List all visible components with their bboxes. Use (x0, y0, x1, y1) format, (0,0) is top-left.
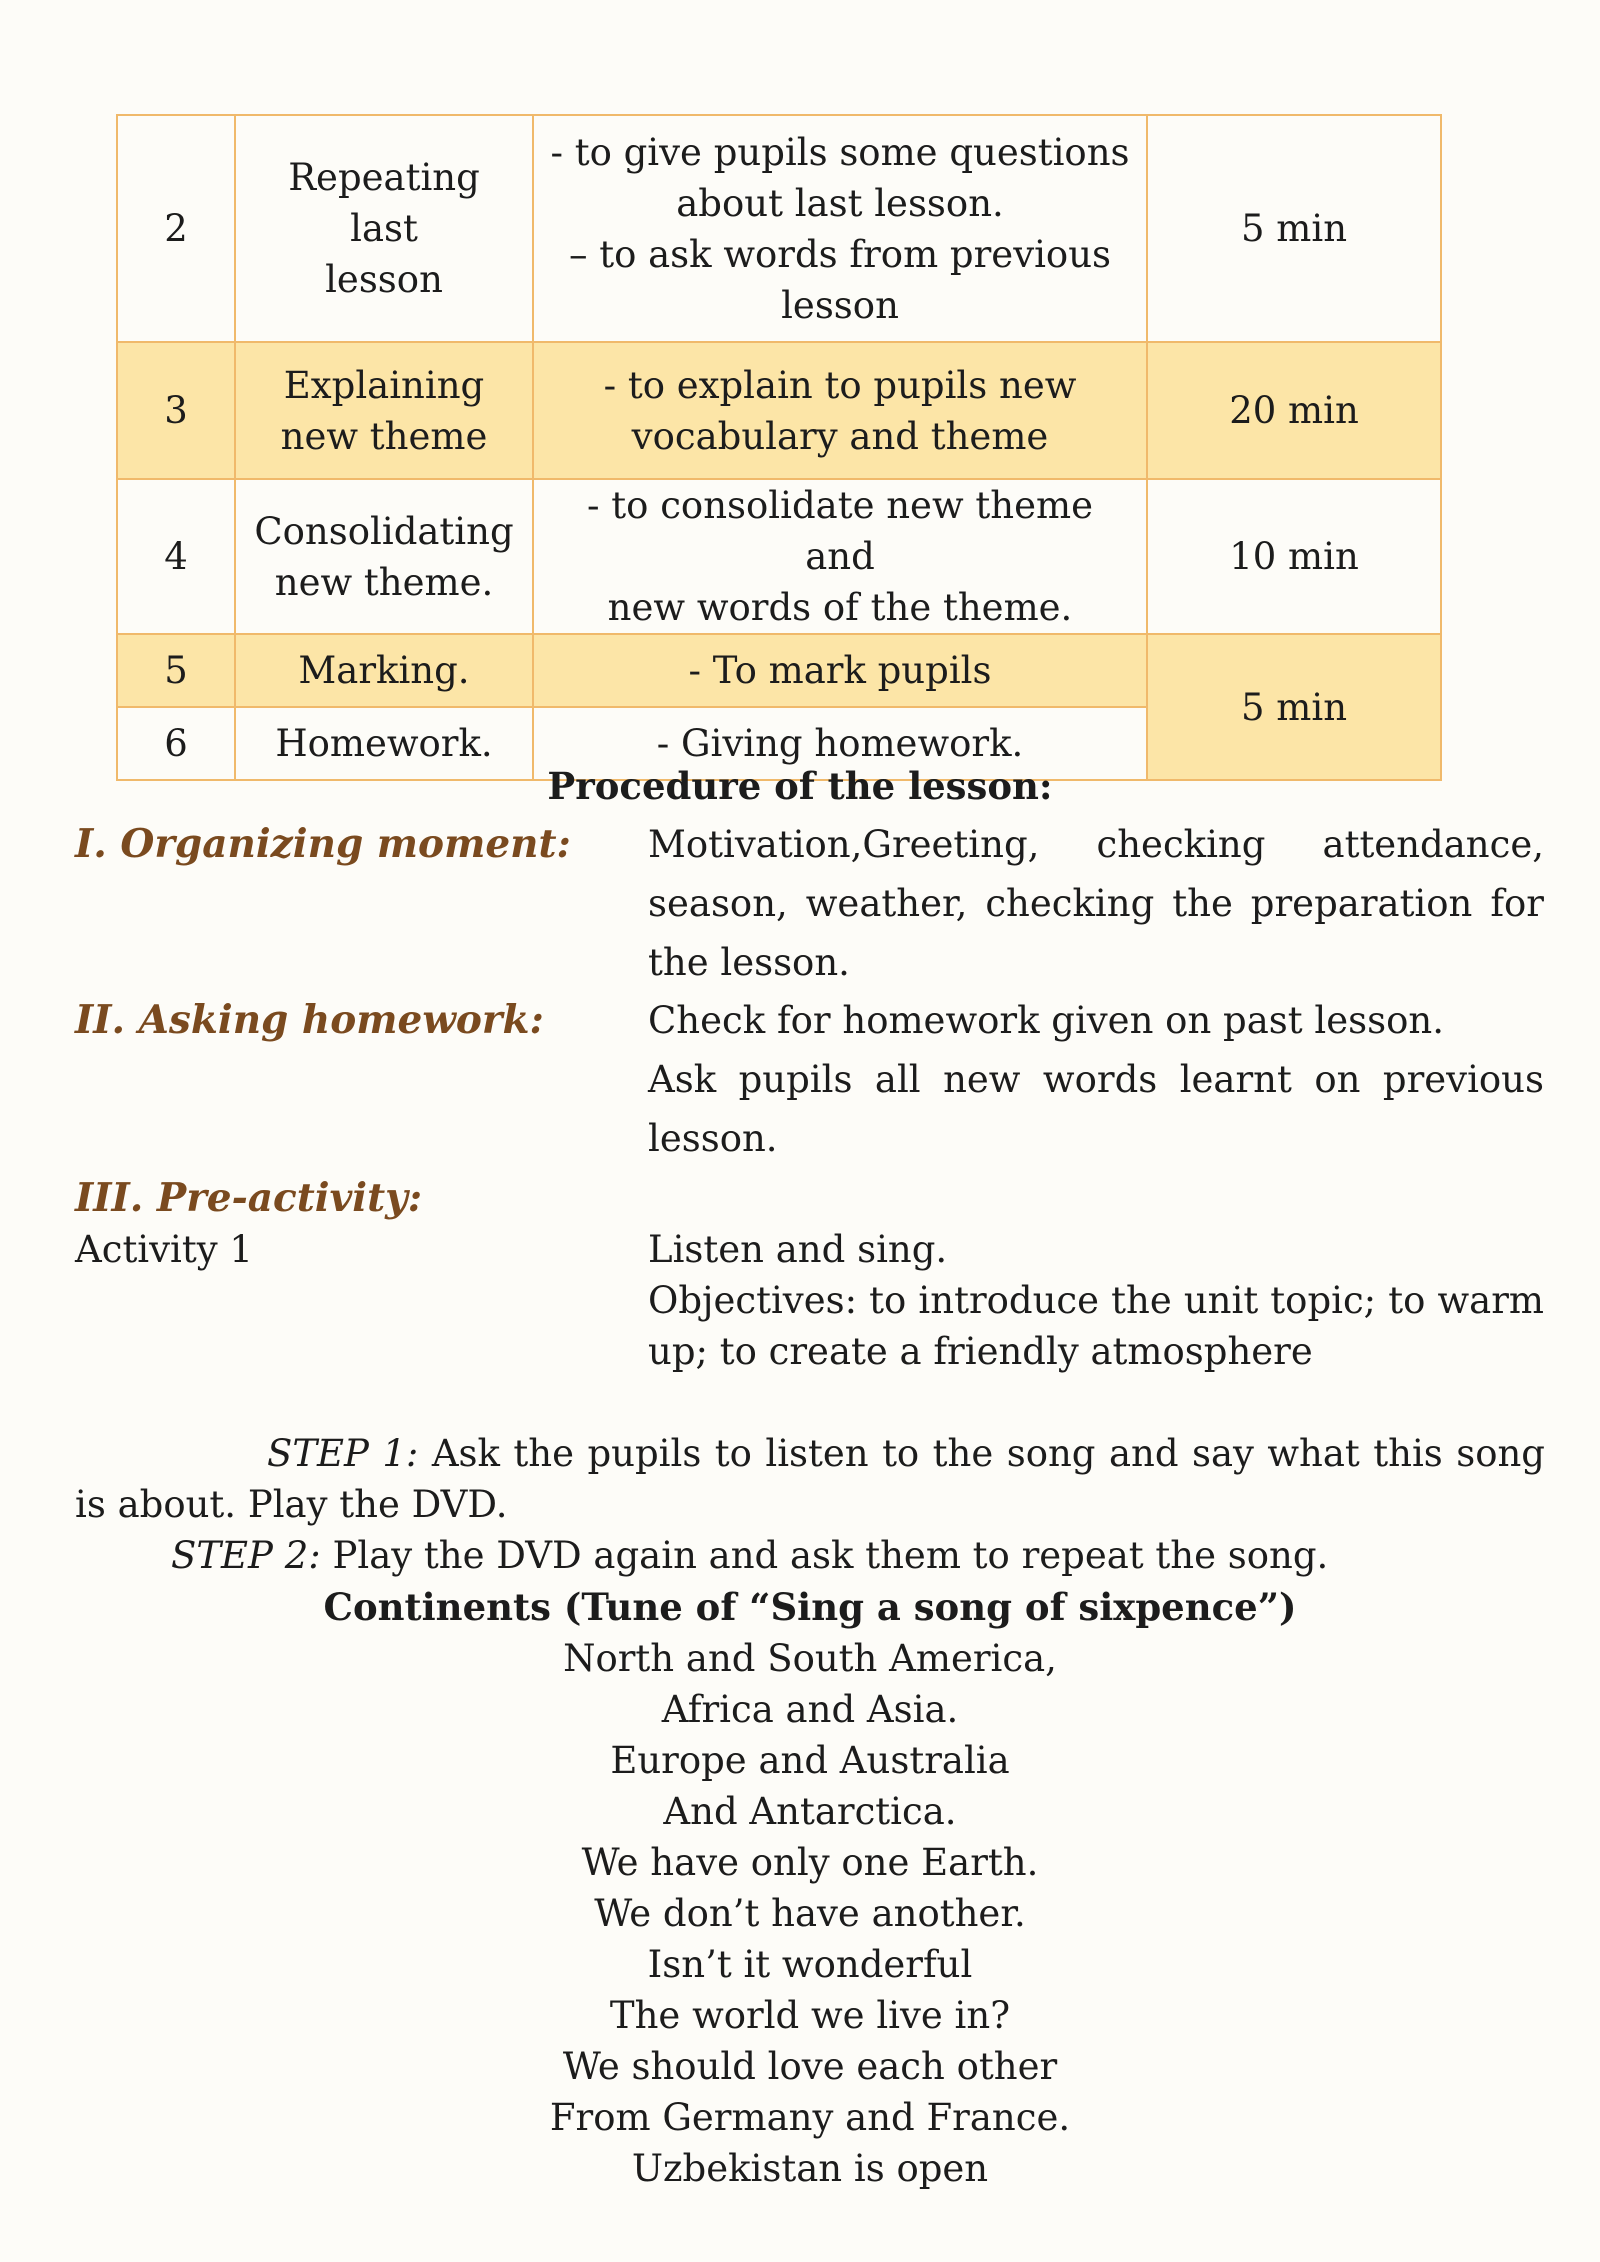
section-label-homework: II. Asking homework: (75, 997, 544, 1043)
song-line: We don’t have another. (594, 1892, 1026, 1935)
step-2 (75, 1530, 1545, 1581)
activity-objectives: Objectives: to introduce the unit topic; to warm up; to create a friendly atmosphere (648, 1279, 1544, 1373)
step-2-label: STEP 2: (171, 1534, 321, 1577)
step-1-label: STEP 1: (267, 1432, 419, 1475)
song-line: And Antarctica. (663, 1790, 957, 1833)
section-label-organizing: I. Organizing moment: (75, 821, 571, 867)
preactivity-text (648, 1224, 1544, 1377)
organizing-text: Motivation,Greeting, checking attendance, season, weather, checking the preparation for the lesson. (648, 823, 1544, 984)
stage-cell: Repeating last lesson (235, 115, 533, 342)
time-cell: 5 min (1147, 115, 1441, 342)
homework-line: Ask pupils all new words learnt on previous lesson. (648, 1058, 1544, 1160)
row-number: 4 (117, 479, 235, 634)
aim-cell: - To mark pupils (533, 634, 1147, 707)
row-number: 5 (117, 634, 235, 707)
lesson-plan-table (116, 114, 1442, 781)
table-row (117, 342, 1441, 479)
song-line: We should love each other (562, 2045, 1058, 2088)
song-title: Continents (Tune of “Sing a song of sixpence”) (323, 1585, 1297, 1629)
homework-text (648, 991, 1544, 1168)
step-2-text: Play the DVD again and ask them to repeat the song. (320, 1534, 1329, 1577)
time-cell: 20 min (1147, 342, 1441, 479)
stage-cell: Marking. (235, 634, 533, 707)
song-line: The world we live in? (609, 1994, 1011, 2037)
activity-label: Activity 1 (75, 1228, 253, 1271)
aim-cell: - to explain to pupils new vocabulary and theme (533, 342, 1147, 479)
homework-line: Check for homework given on past lesson. (648, 999, 1444, 1042)
song-line: Europe and Australia (610, 1739, 1010, 1782)
row-number: 3 (117, 342, 235, 479)
song-line: North and South America, (563, 1637, 1057, 1680)
time-cell: 5 min (1147, 634, 1441, 780)
song-line: Isn’t it wonderful (647, 1943, 973, 1986)
procedure-title: Procedure of the lesson: (547, 764, 1053, 808)
aim-cell: - to give pupils some questions about last lesson. – to ask words from previous lesson (533, 115, 1147, 342)
song-line: Africa and Asia. (661, 1688, 959, 1731)
stage-cell: Explaining new theme (235, 342, 533, 479)
table-row (117, 634, 1441, 707)
table-row (117, 479, 1441, 634)
song (0, 1582, 1600, 2194)
activity-task: Listen and sing. (648, 1228, 948, 1271)
step-1-text: Ask the pupils to listen to the song and say what this song is about. Play the DVD. (75, 1432, 1545, 1526)
step-1 (75, 1428, 1545, 1530)
section-label-preactivity: III. Pre-activity: (75, 1175, 423, 1221)
stage-cell: Consolidating new theme. (235, 479, 533, 634)
row-number: 2 (117, 115, 235, 342)
time-cell: 10 min (1147, 479, 1441, 634)
aim-cell: - Giving homework. (533, 707, 1147, 780)
row-number: 6 (117, 707, 235, 780)
stage-cell: Homework. (235, 707, 533, 780)
table-row (117, 115, 1441, 342)
song-line: Uzbekistan is open (631, 2147, 989, 2190)
song-line: We have only one Earth. (581, 1841, 1039, 1884)
song-line: From Germany and France. (549, 2096, 1071, 2139)
aim-cell: - to consolidate new theme and new words of the theme. (533, 479, 1147, 634)
